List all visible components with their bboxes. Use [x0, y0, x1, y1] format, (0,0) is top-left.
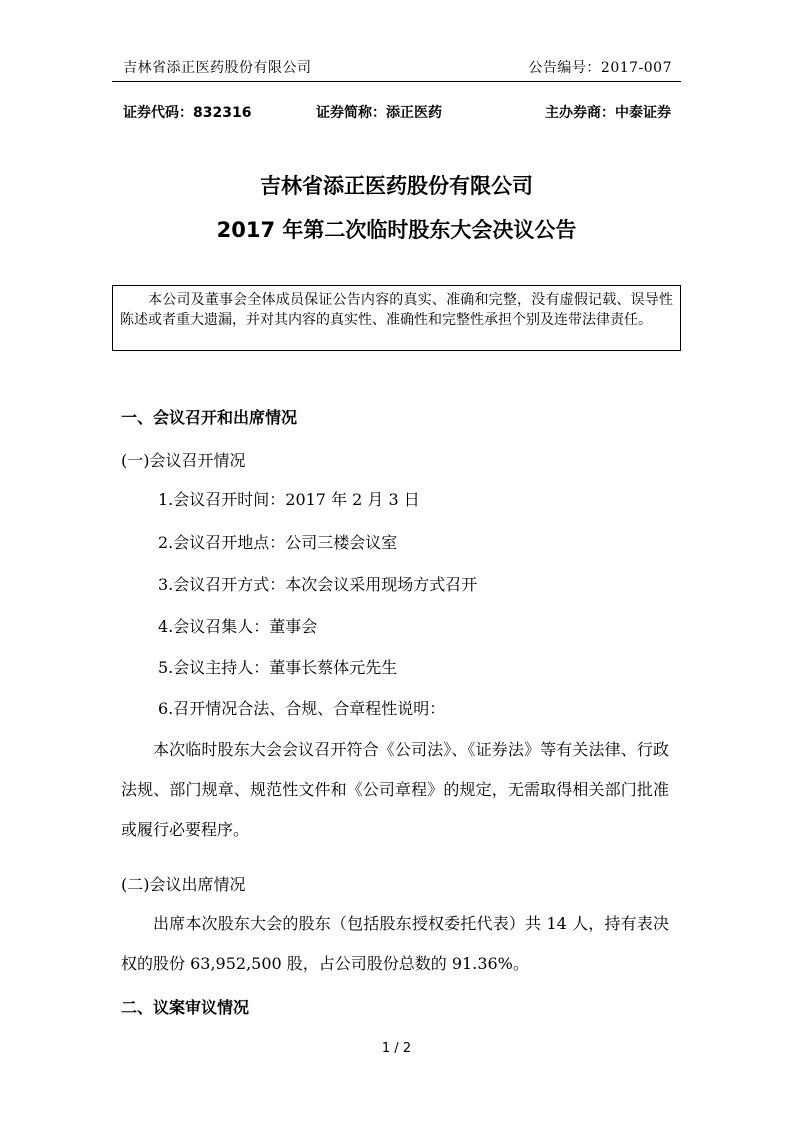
paragraph-attendance: 出席本次股东大会的股东（包括股东授权委托代表）共 14 人，持有表决权的股份 63,952,500 股，占公司股份总数的 91.36%。	[121, 914, 669, 973]
header-company: 吉林省添正医药股份有限公司	[123, 60, 312, 76]
security-code: 证券代码：832316	[123, 105, 252, 121]
section-heading-meeting: 一、会议召开和出席情况	[121, 408, 298, 427]
header-notice-number: 公告编号：2017-007	[528, 60, 672, 76]
document-title-company: 吉林省添正医药股份有限公司	[260, 174, 533, 198]
security-abbreviation: 证券简称：添正医药	[316, 105, 442, 121]
list-item-meeting-time: 1.会议召开时间：2017 年 2 月 3 日	[158, 490, 420, 509]
lead-broker: 主办券商：中泰证券	[545, 105, 671, 121]
list-item-meeting-method: 3.会议召开方式：本次会议采用现场方式召开	[158, 575, 478, 594]
subsection-attendance: (二)会议出席情况	[121, 875, 246, 894]
header-divider	[112, 81, 681, 82]
list-item-chairperson: 5.会议主持人：董事长蔡体元先生	[158, 658, 398, 677]
list-item-legality-statement: 6.召开情况合法、合规、合章程性说明：	[158, 699, 446, 718]
paragraph-legality: 本次临时股东大会会议召开符合《公司法》、《证券法》等有关法律、行政法规、部门规章、规范性文件和《公司章程》的规定，无需取得相关部门批准或履行必要程序。	[121, 740, 669, 839]
document-title-announcement: 2017 年第二次临时股东大会决议公告	[216, 218, 577, 242]
list-item-meeting-place: 2.会议召开地点：公司三楼会议室	[158, 533, 398, 552]
subsection-meeting-convening: (一)会议召开情况	[121, 451, 246, 470]
section-heading-proposals: 二、议案审议情况	[121, 998, 250, 1017]
disclaimer-box: 本公司及董事会全体成员保证公告内容的真实、准确和完整，没有虚假记载、误导性陈述或者重大遗漏，并对其内容的真实性、准确性和完整性承担个别及连带法律责任。	[112, 285, 681, 351]
page-number: 1 / 2	[381, 1041, 412, 1056]
list-item-convener: 4.会议召集人：董事会	[158, 617, 318, 636]
